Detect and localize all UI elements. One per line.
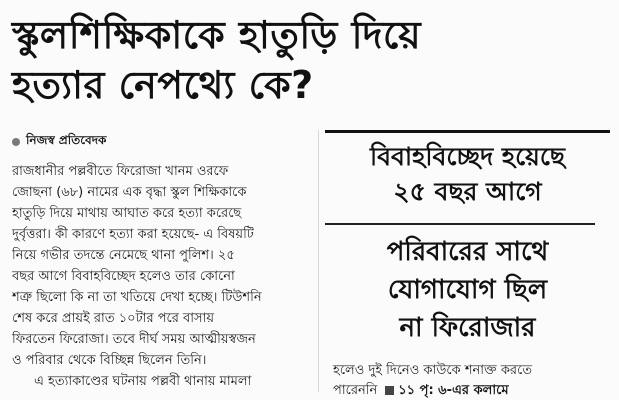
body-line: হাতুড়ি দিয়ে মাথায় আঘাত করে হত্যা করেছে	[12, 206, 242, 221]
body-line: বছর আগে বিবাহবিচ্ছেদ হলেও তার কোনো	[12, 269, 235, 284]
highlight-2-line-2: যোগাযোগ ছিল	[387, 275, 548, 305]
body-line: ফিরতেন ফিরোজা। তবে দীর্ঘ সময় আত্মীয়স্বজন	[12, 332, 256, 347]
body-line: ও পরিবার থেকে বিচ্ছিন্ন ছিলেন তিনি।	[12, 353, 207, 368]
column-divider	[318, 130, 319, 392]
body-line: রাজধানীর পল্লবীতে ফিরোজা খানম ওরফে	[12, 164, 229, 179]
continuation-reference: ১১ পৃ: ৬-এর কলামে	[398, 383, 509, 398]
article-body	[12, 161, 312, 392]
byline	[12, 132, 312, 152]
body-line: নিয়ে গভীর তদন্তে নেমেছে থানা পুলিশ। ২৫	[12, 248, 235, 263]
byline-text: নিজস্ব প্রতিবেদক	[26, 133, 107, 147]
body-line: শত্রু ছিলো কি না তা খতিয়ে দেখা হচ্ছে। টিউশনি	[12, 290, 262, 305]
body-line: শেষ করে প্রায়ই রাত ১০টার পরে বাসায়	[12, 311, 215, 326]
sidebar-column	[325, 130, 610, 401]
continued-line-2	[333, 381, 610, 401]
headline-line-2: হত্যার নেপথ্যে কে?	[12, 63, 314, 107]
highlight-divider	[325, 223, 595, 225]
highlight-box-divorce	[325, 130, 610, 209]
body-line: এ হত্যাকাণ্ডের ঘটনায় পল্লবী থানায় মামলা	[34, 374, 252, 389]
bullet-icon	[12, 138, 20, 146]
highlight-box-family	[325, 233, 610, 347]
highlight-2-line-1: পরিবারের সাথে	[386, 237, 549, 267]
headline	[12, 10, 612, 110]
body-line: জোছনা (৬৮) নামের এক বৃদ্ধা স্কুল শিক্ষিকাকে	[12, 185, 247, 200]
highlight-1-line-2: ২৫ বছর আগে	[393, 177, 542, 206]
body-line: দুর্বৃত্তরা। কী কারণে হত্যা করা হয়েছে- এ বিষয়টি	[12, 227, 254, 242]
continued-line-1: হলেও দুই দিনেও কাউকে শনাক্ত করতে	[333, 363, 533, 378]
square-bullet-icon	[385, 386, 394, 395]
headline-line-1: স্কুলশিক্ষিকাকে হাতুড়ি দিয়ে	[12, 13, 422, 57]
continued-line-2-text: পারেননি	[333, 383, 378, 398]
highlight-1-line-1: বিবাহবিচ্ছেদ হয়েছে	[369, 142, 566, 171]
highlight-2-line-3: না ফিরোজার	[399, 313, 536, 343]
continued-text	[325, 361, 610, 401]
article-column	[12, 132, 312, 392]
